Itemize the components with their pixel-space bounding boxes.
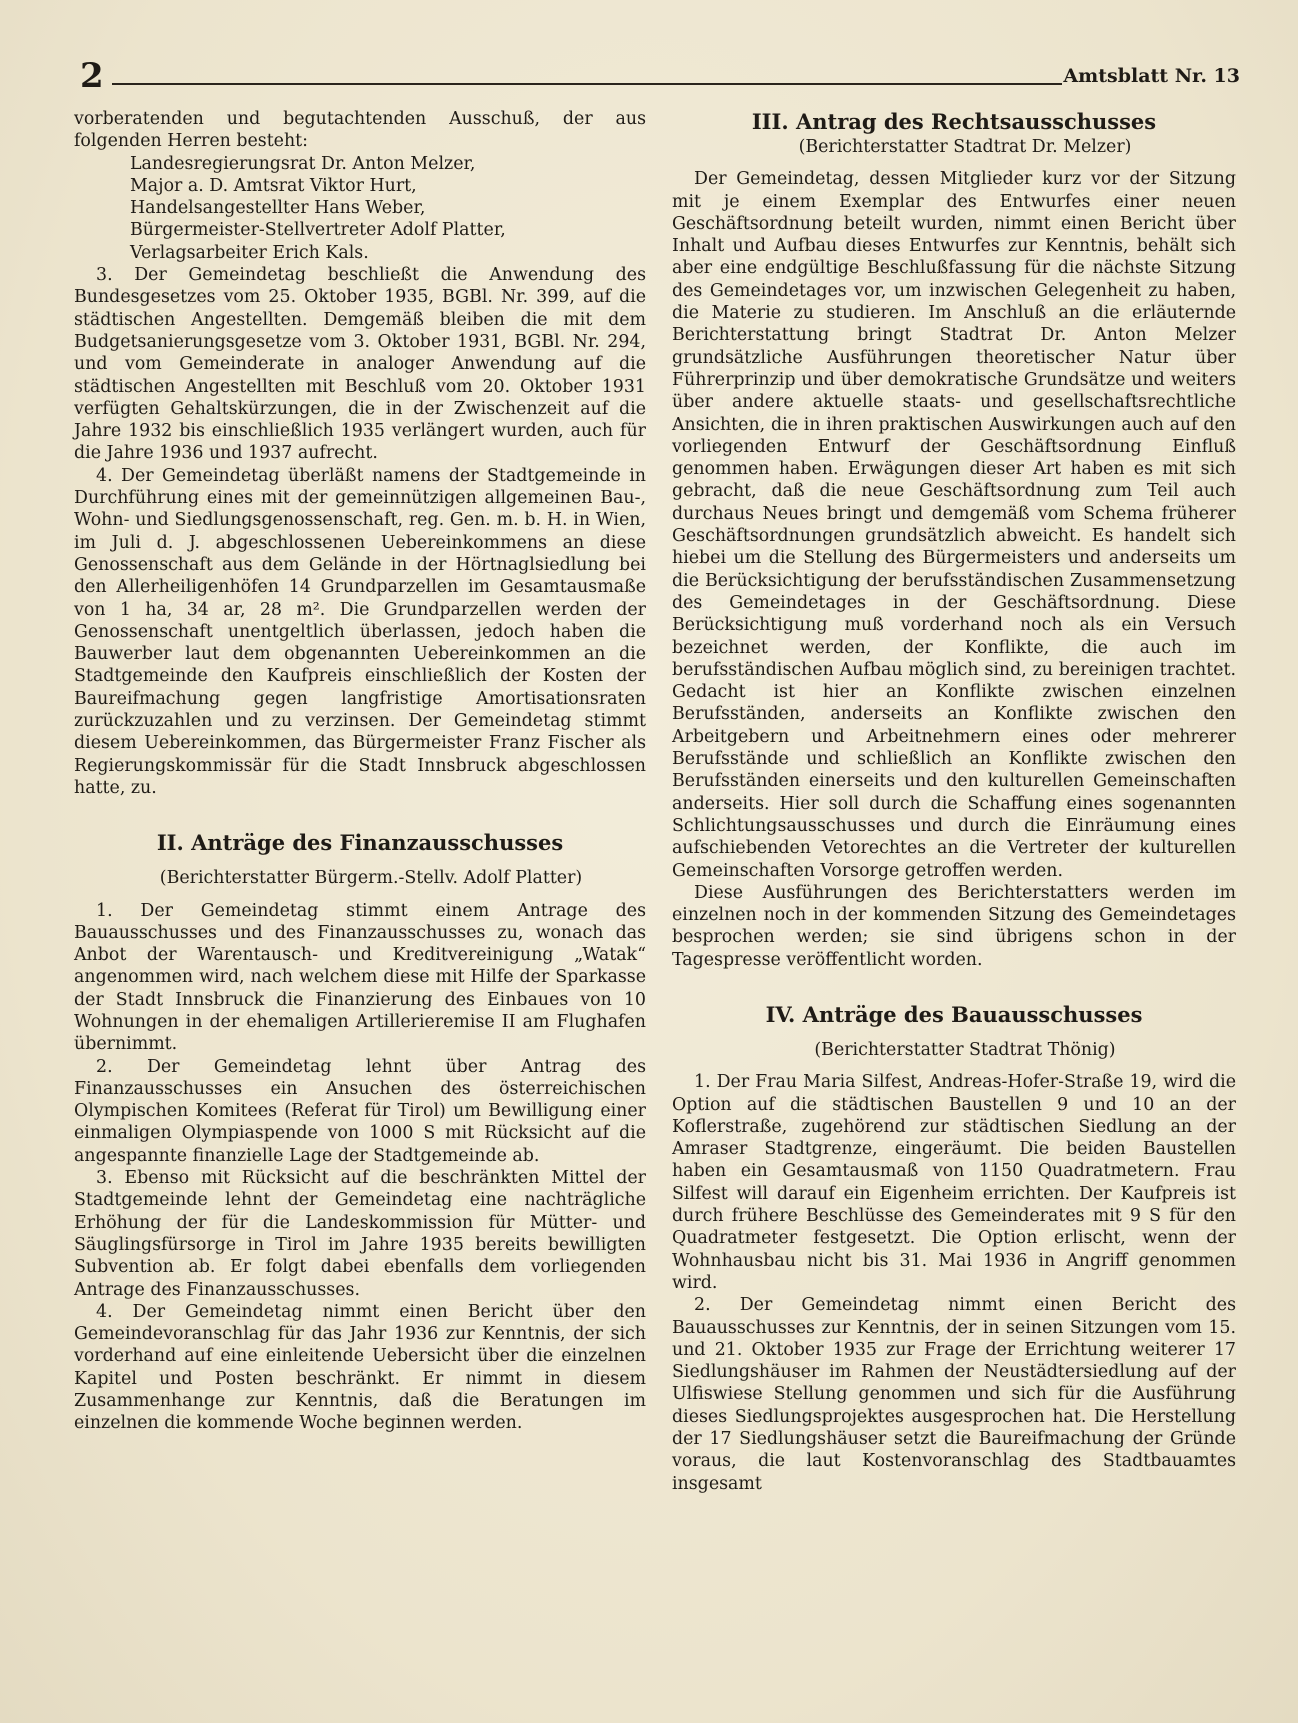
paragraph-3: 3. Der Gemeindetag beschließt die Anwendung des Bundesgesetzes vom 25. Oktober 1935, BGBl. Nr. 399, auf die städtischen Angestellten. Demgemäß bleiben die mit dem Budgetsanierungsgesetze vom 3. Oktober 1931, BGBl. Nr. 294, und vom Gemeinderate in analoger Anwendung auf die städtischen Angestellten mit Beschluß vom 20. Oktober 1931 verfügten Gehaltskürzungen, die in der Zwischenzeit auf die Jahre 1932 bis einschließlich 1935 verlängert wurden, auch für die Jahre 1936 und 1937 aufrecht. (74, 265, 646, 464)
running-head: Amtsblatt Nr. 13 (1063, 65, 1240, 87)
left-column (74, 108, 646, 1435)
section-reporter-legal: (Berichterstatter Stadtrat Dr. Melzer) (798, 137, 1132, 157)
finance-item-2: 2. Der Gemeindetag lehnt über Antrag des Finanzausschusses ein Ansuchen des österreichischen Olympischen Komitees (Referat für Tirol) um Bewilligung einer einmaligen Olympiaspende von 1000 S mit Rücksicht auf die angespannte finanzielle Lage der Stadtgemeinde ab. (74, 1056, 646, 1166)
member-item: Major a. D. Amtsrat Viktor Hurt, (130, 175, 417, 196)
finance-item-3: 3. Ebenso mit Rücksicht auf die beschränkten Mittel der Stadtgemeinde lehnt der Gemeindetag eine nachträgliche Erhöhung der für die Landeskommission für Mütter- und Säuglingsfürsorge in Tirol im Jahre 1935 bereits bewilligten Subvention ab. Er folgt dabei ebenfalls dem vorliegenden Antrage des Finanzausschusses. (74, 1168, 646, 1300)
building-item-1: 1. Der Frau Maria Silfest, Andreas-Hofer-Straße 19, wird die Option auf die städtischen Baustellen 9 und 10 an der Koflerstraße, zugehörend zur städtischen Siedlung an der Amraser Stadtgrenze, eingeräumt. Die beiden Baustellen haben ein Gesamtausmaß von 1150 Quadratmetern. Frau Silfest will darauf ein Eigenheim errichten. Der Kaufpreis ist durch frühere Beschlüsse des Gemeinderates mit 9 S für den Quadratmeter festgesetzt. Die Option erlischt, wenn der Wohnhausbau nicht bis 31. Mai 1936 in Angriff genommen wird. (672, 1072, 1236, 1293)
member-item: Bürgermeister-Stellvertreter Adolf Platter, (130, 220, 506, 241)
spacer (74, 799, 646, 829)
building-item-2: 2. Der Gemeindetag nimmt einen Bericht des Bauausschusses zur Kenntnis, der in seinen Sitzungen vom 15. und 21. Oktober 1935 zur Frage der Errichtung weiterer 17 Siedlungshäuser im Rahmen der Neustädtersiedlung auf der Ulfiswiese Stellung genommen und sich für die Ausführung dieses Siedlungsprojektes ausgesprochen hat. Die Herstellung der 17 Siedlungshäuser setzt die Baureifmachung der Gründe voraus, die laut Kostenvoranschlag des Stadtbauamtes insgesamt (672, 1295, 1236, 1494)
member-item: Verlagsarbeiter Erich Kals. (130, 242, 369, 263)
legal-paragraph-2: Diese Ausführungen des Berichterstatters werden im einzelnen noch in der kommenden Sitzung des Gemeindetages besprochen werden; sie sind übrigens schon in der Tagespresse veröffentlicht worden. (672, 882, 1236, 970)
page-header (80, 56, 1240, 96)
finance-item-4: 4. Der Gemeindetag nimmt einen Bericht über den Gemeindevoranschlag für das Jahr 1936 zur Kenntnis, der sich vorderhand auf eine einleitende Uebersicht über die einzelnen Kapitel und Posten beschränkt. Er nimmt in diesem Zusammenhange zur Kenntnis, daß die Beratungen im einzelnen die kommende Woche beginnen werden. (74, 1301, 646, 1434)
spacer (672, 1061, 1236, 1071)
right-column (672, 108, 1236, 1495)
page-number: 2 (80, 56, 104, 96)
section-title-legal: III. Antrag des Rechtsausschusses (751, 109, 1157, 134)
section-title-finance: II. Anträge des Finanzausschusses (156, 830, 564, 856)
spacer (672, 971, 1236, 1001)
paragraph-intro: vorberatenden und begutachtenden Ausschuß, der aus folgenden Herren besteht: (74, 109, 646, 152)
section-title-building: IV. Anträge des Bauausschusses (765, 1001, 1143, 1027)
member-item: Landesregierungsrat Dr. Anton Melzer, (130, 153, 476, 174)
legal-paragraph-1: Der Gemeindetag, dessen Mitglieder kurz vor der Sitzung mit je einem Exemplar des Entwurfes einer neuen Geschäftsordnung beteilt wurden, nimmt einen Bericht über Inhalt und Aufbau dieses Entwurfes zur Kenntnis, behält sich aber eine endgültige Beschlußfassung für die nächste Sitzung des Gemeindetages vor, um inzwischen Gelegenheit zu haben, die Materie zu studieren. Im Anschluß an die erläuternde Berichterstattung bringt Stadtrat Dr. Anton Melzer grundsätzliche Ausführungen theoretischer Natur über Führerprinzip und über demokratische Grundsätze und weiters über andere aktuelle staats- und gesellschaftsrechtliche Ansichten, die in ihren praktischen Auswirkungen auch auf den vorliegenden Entwurf der Geschäftsordnung Einfluß genommen haben. Erwägungen dieser Art haben es mit sich gebracht, daß die neue Geschäftsordnung zum Teil auch durchaus Neues bringt und demgemäß vom Schema früherer Geschäftsordnungen grundsätzlich abweicht. Es handelt sich hiebei um die Stellung des Bürgermeisters und anderseits um die Berücksichtigung der berufsständischen Zusammensetzung des Gemeindetages in der Geschäftsordnung. Diese Berücksichtigung muß vorderhand noch als ein Versuch bezeichnet werden, der Konflikte, die auch im berufsständischen Aufbau möglich sind, zu bereinigen trachtet. Gedacht ist hier an Konflikte zwischen einzelnen Berufsständen, anderseits an Konflikte zwischen den Arbeitgebern und Arbeitnehmern eines oder mehrerer Berufsstände und schließlich an Konflikte zwischen den Berufsständen einerseits und den kulturellen Gemeinschaften anderseits. Hier soll durch die Schaffung eines sogenannten Schlichtungsausschusses und durch die Einräumung eines aufschiebenden Vetorechtes an die Vertreter der kulturellen Gemeinschaften Vorsorge getroffen werden. (672, 169, 1236, 881)
spacer (672, 1029, 1236, 1039)
finance-item-1: 1. Der Gemeindetag stimmt einem Antrage des Bauausschusses und des Finanzausschusses zu, wonach das Anbot der Warentausch- und Kreditvereinigung „Watak“ angenommen wird, nach welchem diese mit Hilfe der Sparkasse der Stadt Innsbruck die Finanzierung des Einbaues von 10 Wohnungen in der ehemaligen Artillerieremise II am Flughafen übernimmt. (74, 900, 646, 1055)
spacer (74, 890, 646, 900)
section-reporter-finance: (Berichterstatter Bürgerm.-Stellv. Adolf Platter) (159, 868, 583, 889)
spacer (74, 857, 646, 867)
paragraph-4: 4. Der Gemeindetag überläßt namens der Stadtgemeinde in Durchführung eines mit der gemeinnützigen allgemeinen Bau-, Wohn- und Siedlungsgenossenschaft, reg. Gen. m. b. H. in Wien, im Juli d. J. abgeschlossenen Uebereinkommens an diese Genossenschaft aus dem Gelände in der Hörtnaglsiedlung bei den Allerheiligenhöfen 14 Grundparzellen im Gesamtausmaße von 1 ha, 34 ar, 28 m². Die Grundparzellen werden der Genossenschaft unentgeltlich überlassen, jedoch haben die Bauwerber laut dem obgenannten Uebereinkommen an die Stadtgemeinde den Kaufpreis einschließlich der Kosten der Baureifmachung gegen langfristige Amortisationsraten zurückzuzahlen und zu verzinsen. Der Gemeindetag stimmt diesem Uebereinkommen, das Bürgermeister Franz Fischer als Regierungskommissär für die Stadt Innsbruck abgeschlossen hatte, zu. (74, 465, 646, 798)
spacer (672, 158, 1236, 168)
member-item: Handelsangestellter Hans Weber, (130, 198, 426, 219)
section-reporter-building: (Berichterstatter Stadtrat Thönig) (814, 1039, 1116, 1060)
header-rule (112, 83, 1062, 85)
